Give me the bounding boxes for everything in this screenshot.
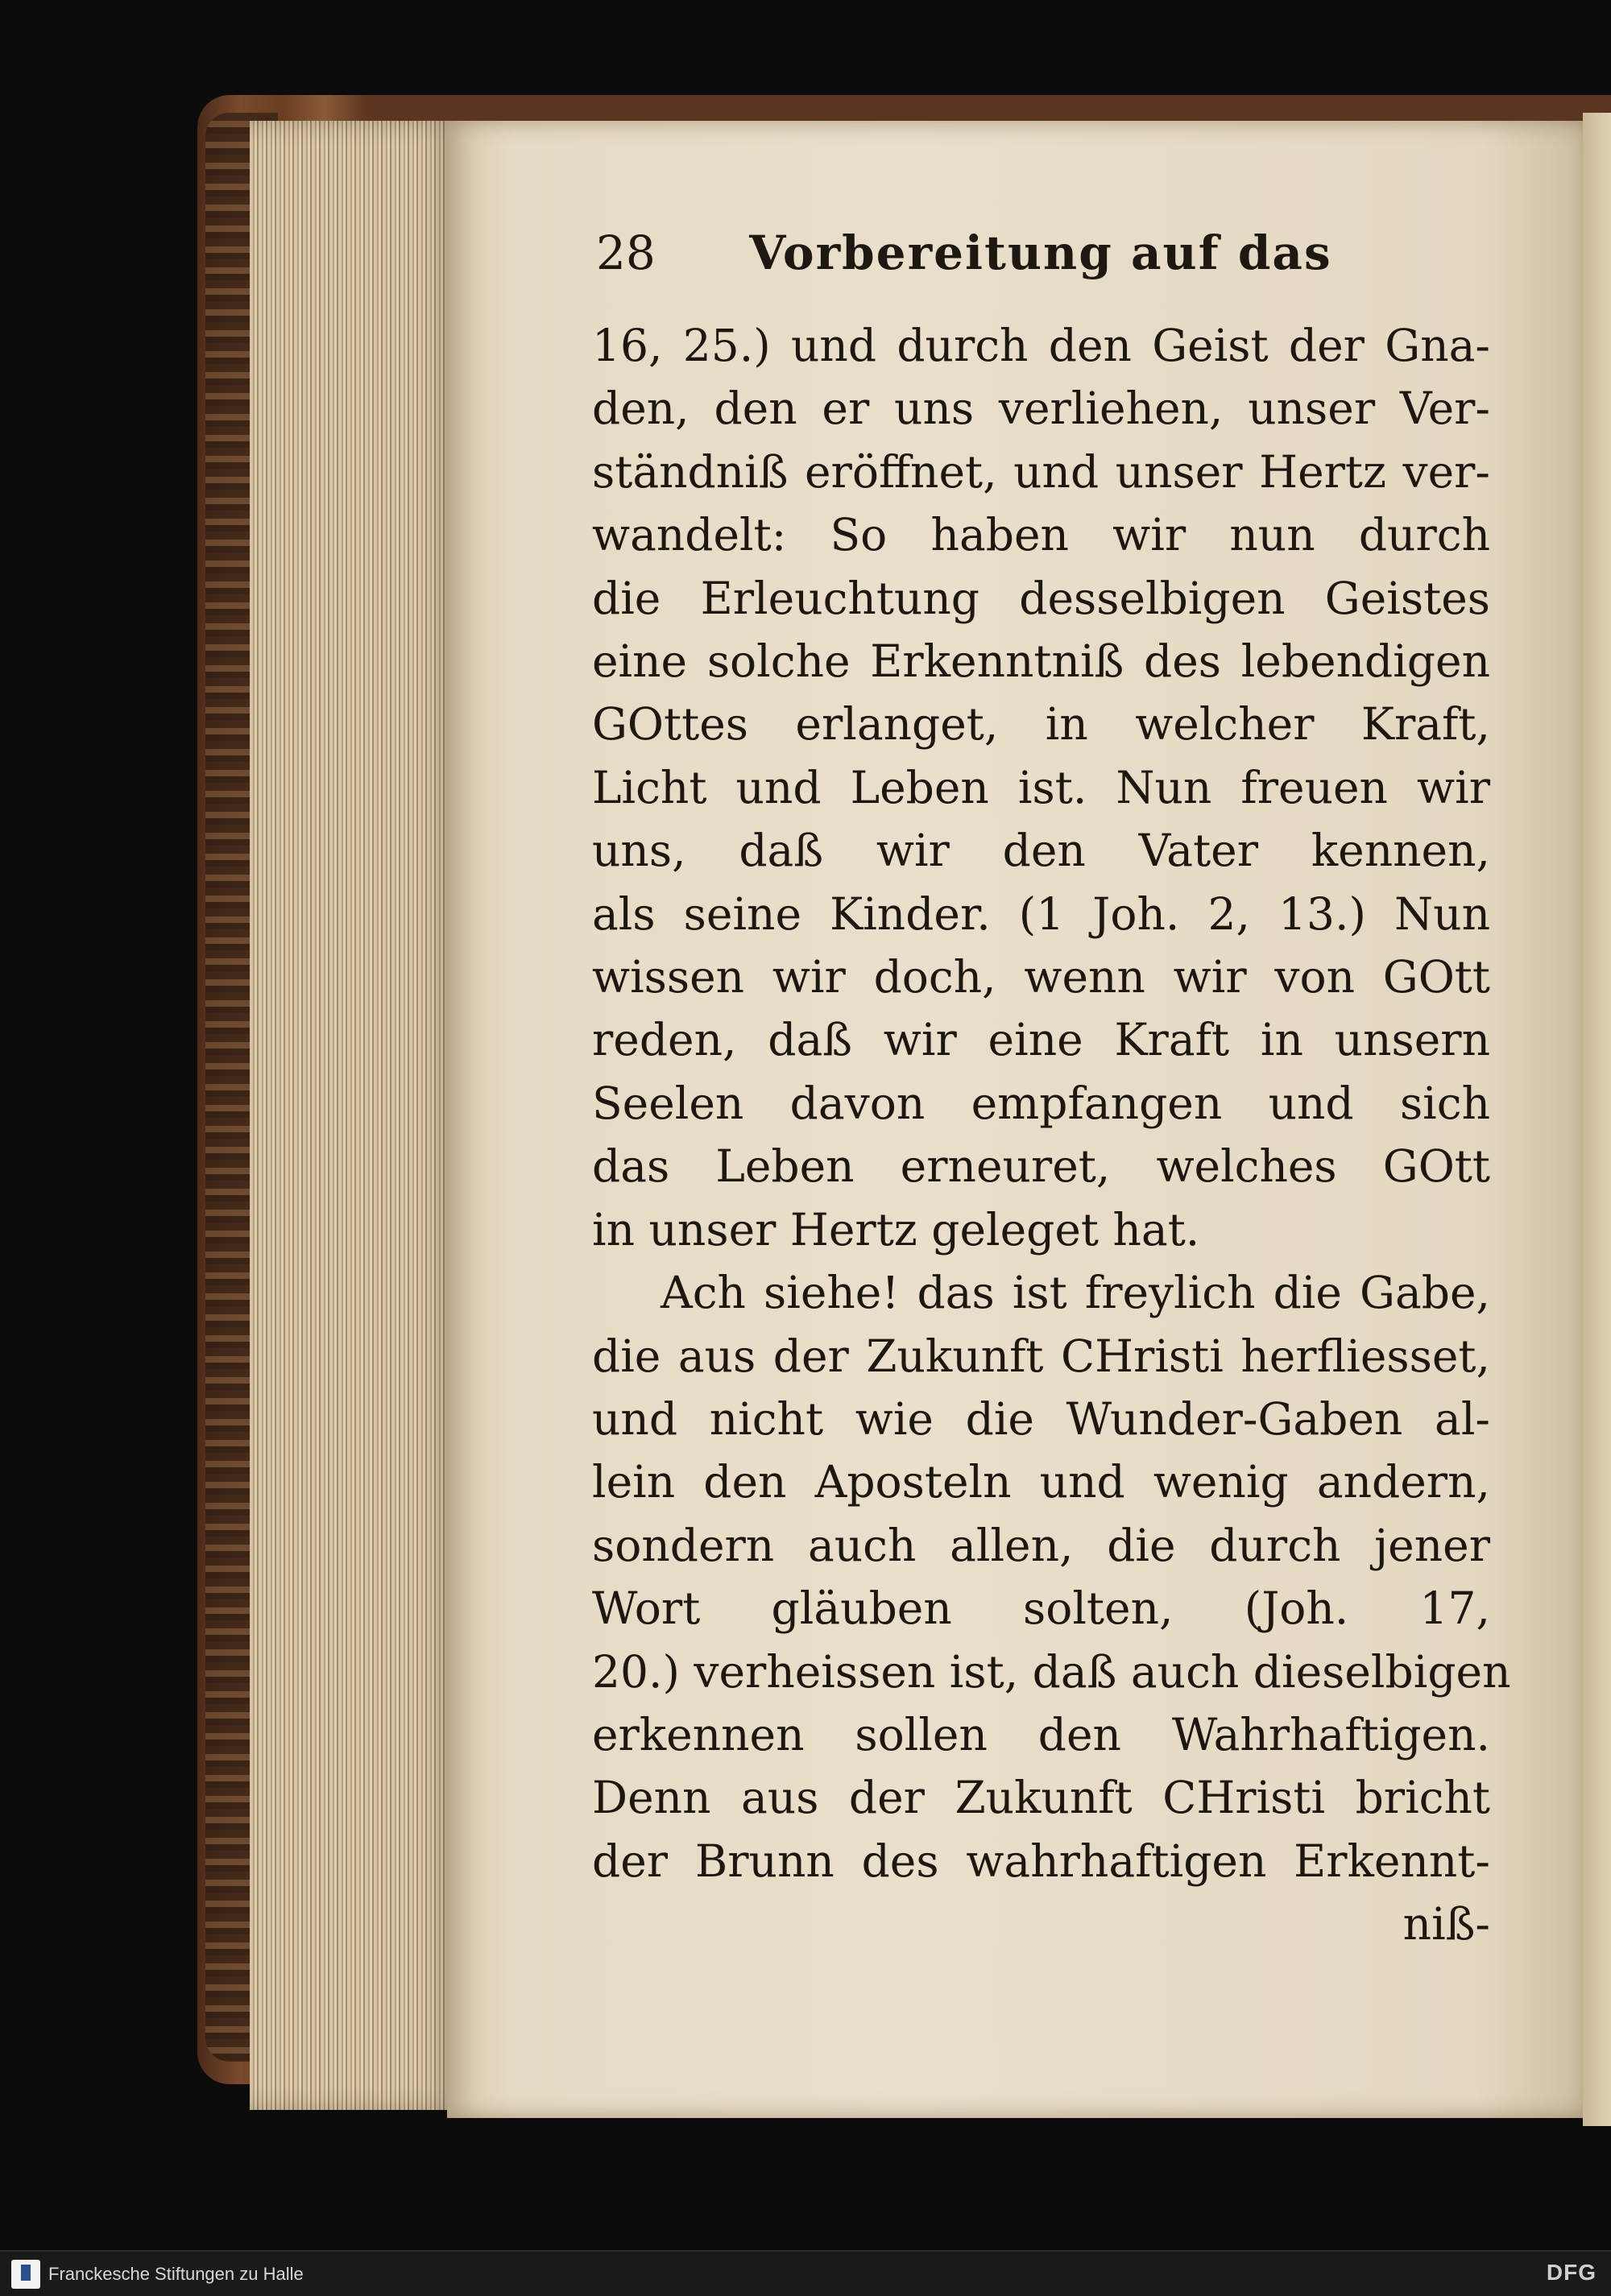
text-line: den, den er uns verliehen, unser Ver- xyxy=(592,383,1490,435)
institution-name: Franckesche Stiftungen zu Halle xyxy=(48,2264,304,2284)
text-line: und nicht wie die Wunder-Gaben al- xyxy=(592,1392,1490,1445)
text-line: Denn aus der Zukunft CHristi bricht xyxy=(592,1772,1490,1824)
text-line: das Leben erneuret, welches GOtt xyxy=(592,1140,1490,1193)
catchword: niß- xyxy=(1402,1898,1490,1951)
text-line: als seine Kinder. (1 Joh. 2, 13.) Nun xyxy=(592,887,1490,940)
text-line: Licht und Leben ist. Nun freuen wir xyxy=(592,761,1490,813)
text-line: ständniß eröffnet, und unser Hertz ver- xyxy=(592,445,1490,498)
text-line: uns, daß wir den Vater kennen, xyxy=(592,825,1490,877)
text-line: wissen wir doch, wenn wir von GOtt xyxy=(592,951,1490,1003)
page-stack-edge xyxy=(250,121,459,2110)
text-line: GOttes erlanget, in welcher Kraft, xyxy=(592,698,1490,751)
viewer-footer xyxy=(0,2250,1611,2296)
institution-logo-icon xyxy=(11,2260,40,2289)
text-line: der Brunn des wahrhaftigen Erkennt- xyxy=(592,1835,1490,1887)
text-line: reden, daß wir eine Kraft in unsern xyxy=(592,1014,1490,1066)
text-line: erkennen sollen den Wahrhaftigen. xyxy=(592,1708,1490,1760)
text-line: Wort gläuben solten, (Joh. 17, xyxy=(592,1582,1490,1635)
facing-page-edge xyxy=(1583,113,1611,2126)
text-line: Ach siehe! das ist freylich die Gabe, xyxy=(661,1267,1490,1319)
page-number: 28 xyxy=(596,225,656,280)
running-head: Vorbereitung auf das xyxy=(749,225,1332,280)
page-header xyxy=(596,225,1563,280)
text-line: 16, 25.) und durch den Geist der Gna- xyxy=(592,320,1490,371)
text-line: lein den Aposteln und wenig andern, xyxy=(592,1456,1490,1508)
text-line: in unser Hertz geleget hat. xyxy=(592,1203,1200,1256)
text-line: eine solche Erkenntniß des lebendigen xyxy=(592,635,1490,688)
text-line: wandelt: So haben wir nun durch xyxy=(592,509,1490,561)
text-block xyxy=(592,314,1511,1956)
text-line: Seelen davon empfangen und sich xyxy=(592,1077,1490,1129)
text-line: sondern auch allen, die durch jener xyxy=(592,1519,1490,1571)
text-line: die Erleuchtung desselbigen Geistes xyxy=(592,572,1490,624)
text-line: 20.) verheissen ist, daß auch dieselbigen xyxy=(592,1645,1511,1698)
dfg-logo: DFG xyxy=(1546,2260,1597,2285)
text-line: die aus der Zukunft CHristi herfliesset, xyxy=(592,1330,1490,1382)
